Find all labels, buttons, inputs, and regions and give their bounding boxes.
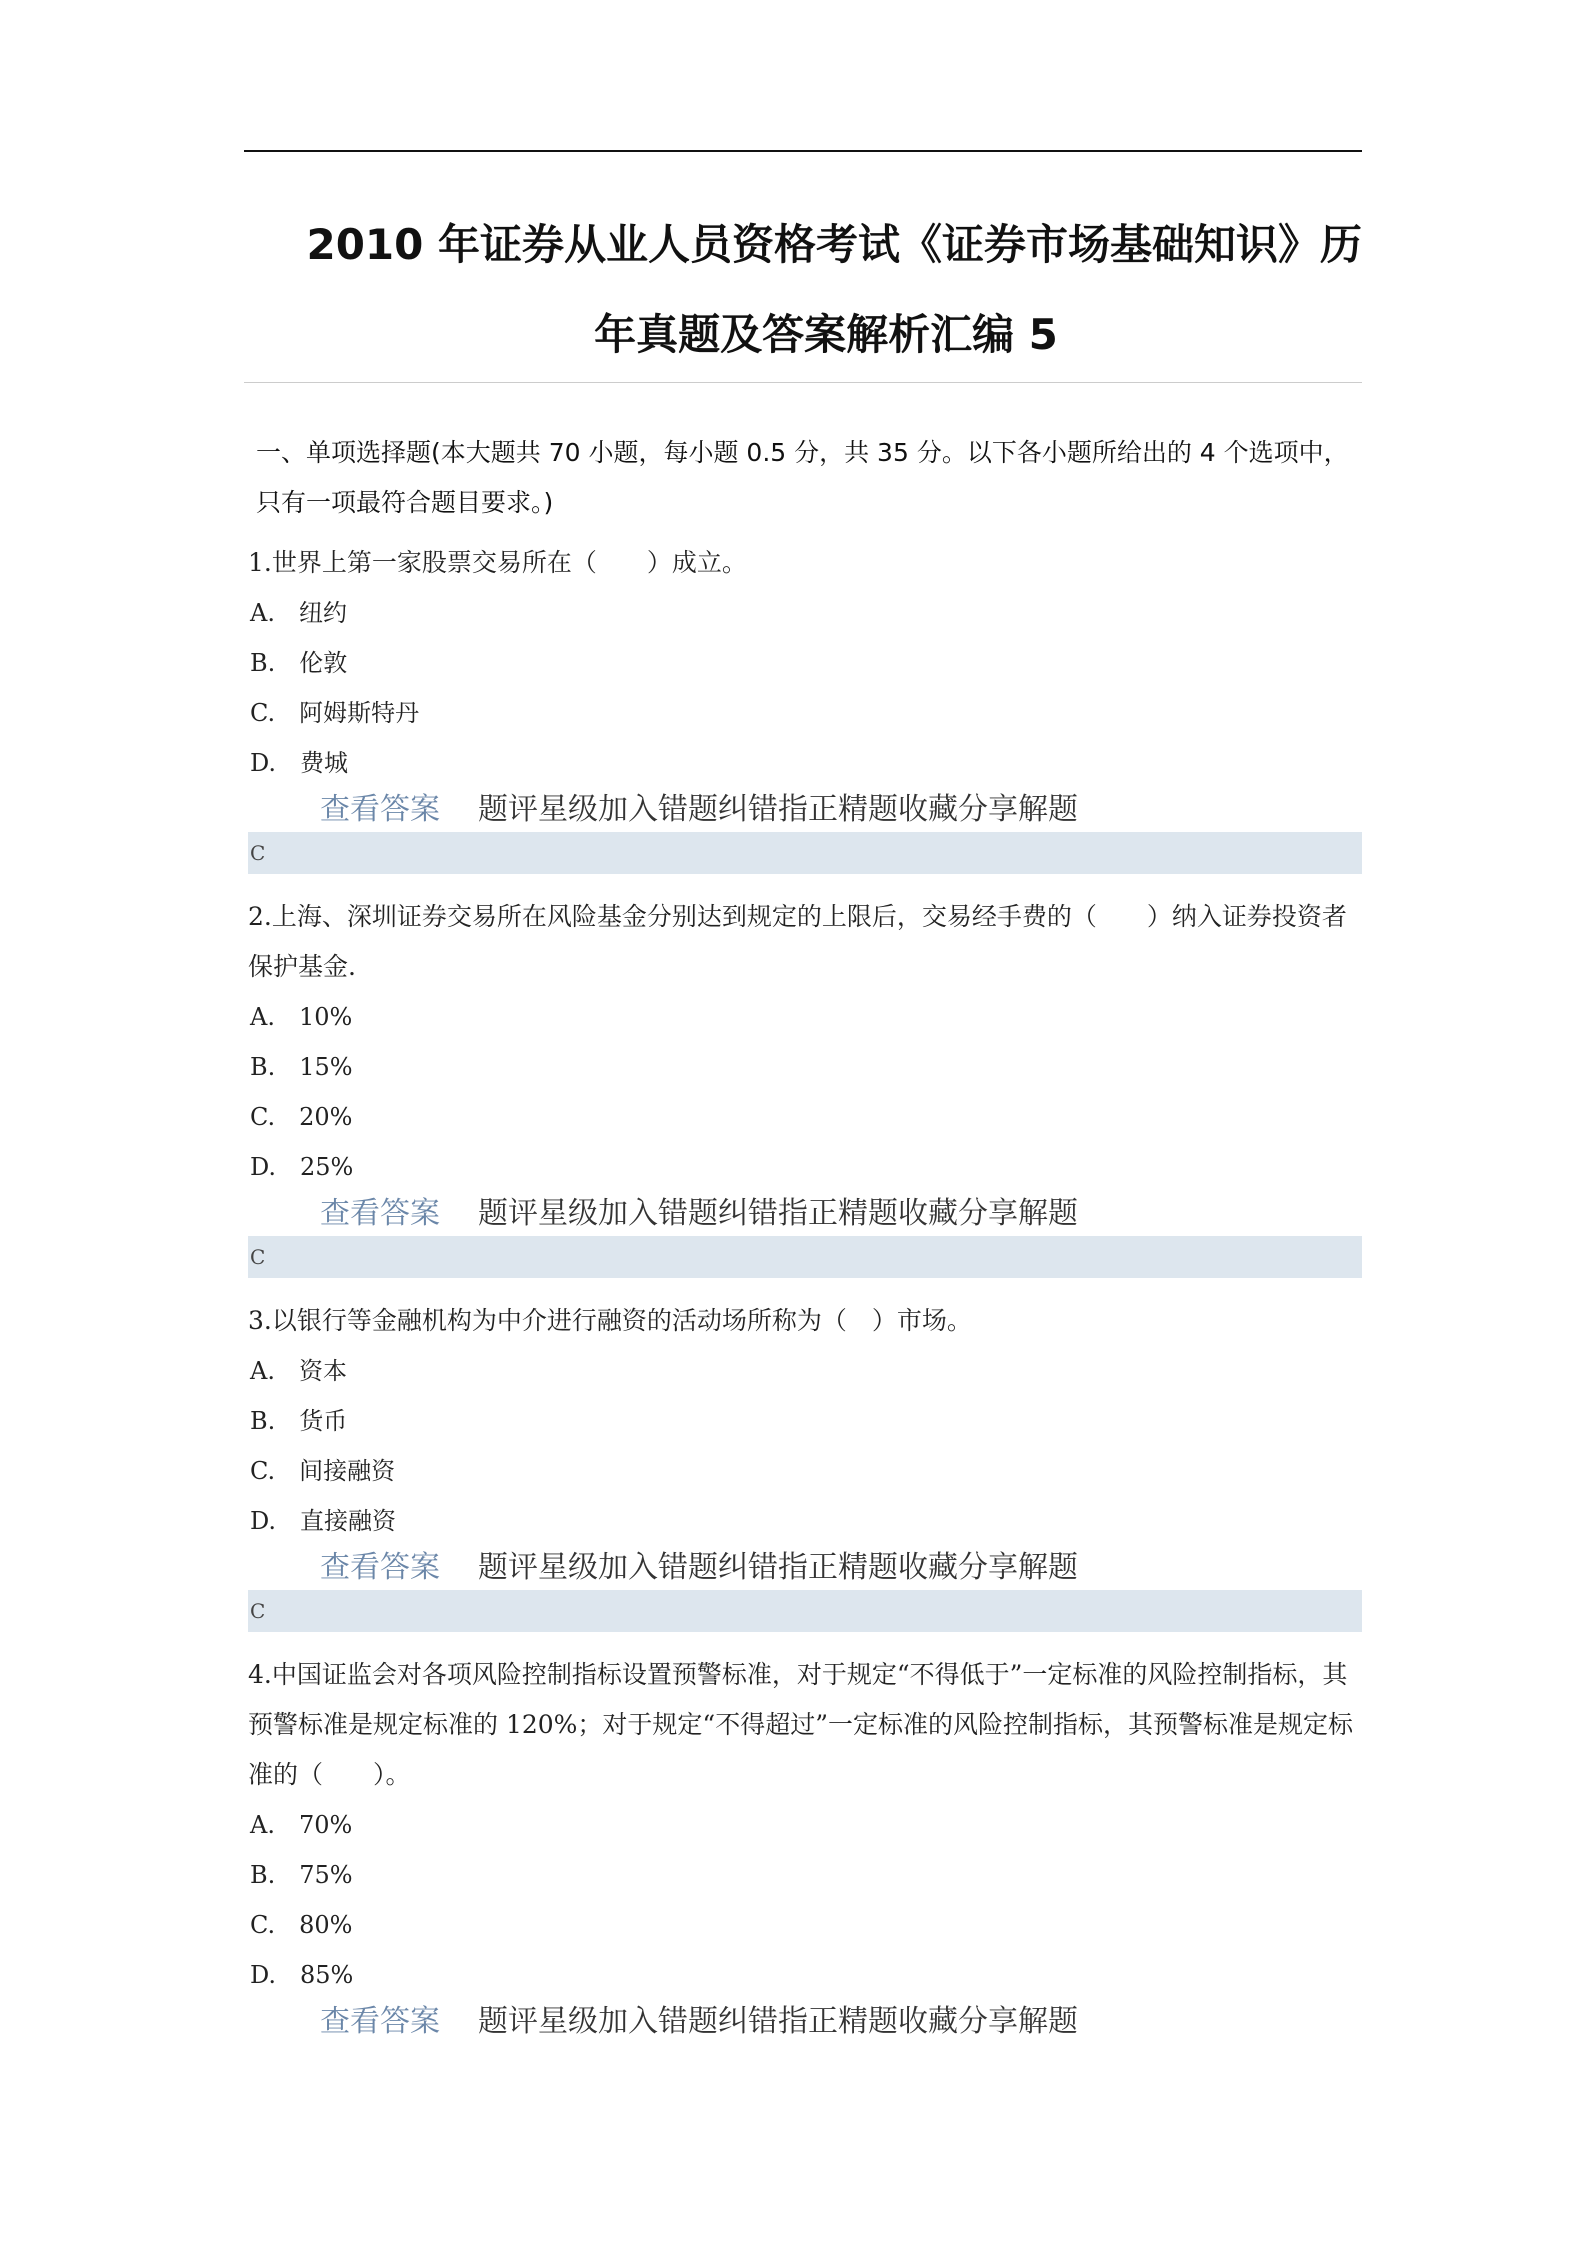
answer-box: C xyxy=(248,832,1362,874)
option-b: B. 伦敦 xyxy=(250,649,348,677)
answer-box: C xyxy=(248,1236,1362,1278)
option-c: C. 间接融资 xyxy=(250,1457,396,1485)
answer-box: C xyxy=(248,1590,1362,1632)
option-c: C. 20% xyxy=(250,1103,353,1131)
question-actions xyxy=(248,2000,1362,2044)
option-a: A. 10% xyxy=(250,1003,353,1031)
question-1 xyxy=(248,538,1362,874)
question-list xyxy=(248,538,1362,2044)
document-title xyxy=(290,200,1362,380)
section-instructions: 一、单项选择题(本大题共 70 小题，每小题 0.5 分，共 35 分。以下各小题所给出的 4 个选项中，只有一项最符合题目要求。) xyxy=(256,438,1349,517)
option-a: A. 70% xyxy=(250,1811,353,1839)
question-text: 1.世界上第一家股票交易所在（ ）成立。 xyxy=(248,548,747,577)
option-b: B. 75% xyxy=(250,1861,353,1889)
question-3 xyxy=(248,1296,1362,1632)
view-answer-link[interactable]: 查看答案 xyxy=(320,1196,440,1231)
question-actions xyxy=(248,1192,1362,1236)
option-c: C. 80% xyxy=(250,1911,353,1939)
question-actions xyxy=(248,1546,1362,1590)
question-text: 3.以银行等金融机构为中介进行融资的活动场所称为（ ）市场。 xyxy=(248,1306,972,1335)
question-4 xyxy=(248,1650,1362,2044)
option-b: B. 货币 xyxy=(250,1407,348,1435)
question-tools[interactable]: 题评星级加入错题纠错指正精题收藏分享解题 xyxy=(478,1550,1078,1585)
view-answer-link[interactable]: 查看答案 xyxy=(320,792,440,827)
title-divider xyxy=(244,382,1362,383)
title-line-2: 年真题及答案解析汇编 5 xyxy=(594,310,1058,359)
option-d: D. 25% xyxy=(250,1153,354,1181)
option-d: D. 直接融资 xyxy=(250,1507,397,1535)
view-answer-link[interactable]: 查看答案 xyxy=(320,2004,440,2039)
question-text: 2.上海、深圳证券交易所在风险基金分别达到规定的上限后，交易经手费的（ ）纳入证券投资者保护基金. xyxy=(248,902,1347,981)
question-actions xyxy=(248,788,1362,832)
question-tools[interactable]: 题评星级加入错题纠错指正精题收藏分享解题 xyxy=(478,1196,1078,1231)
question-text: 4.中国证监会对各项风险控制指标设置预警标准，对于规定“不得低于”一定标准的风险控制指标，其预警标准是规定标准的 120%；对于规定“不得超过”一定标准的风险控制指标，其预警标准是规定标准的（ ）。 xyxy=(248,1660,1353,1789)
header-rule xyxy=(244,150,1362,152)
title-line-1: 2010 年证券从业人员资格考试《证券市场基础知识》历 xyxy=(306,220,1362,269)
option-a: A. 资本 xyxy=(250,1357,347,1385)
option-c: C. 阿姆斯特丹 xyxy=(250,699,420,727)
option-d: D. 费城 xyxy=(250,749,349,777)
option-a: A. 纽约 xyxy=(250,599,347,627)
option-b: B. 15% xyxy=(250,1053,353,1081)
view-answer-link[interactable]: 查看答案 xyxy=(320,1550,440,1585)
option-d: D. 85% xyxy=(250,1961,354,1989)
question-2 xyxy=(248,892,1362,1278)
question-tools[interactable]: 题评星级加入错题纠错指正精题收藏分享解题 xyxy=(478,2004,1078,2039)
question-tools[interactable]: 题评星级加入错题纠错指正精题收藏分享解题 xyxy=(478,792,1078,827)
